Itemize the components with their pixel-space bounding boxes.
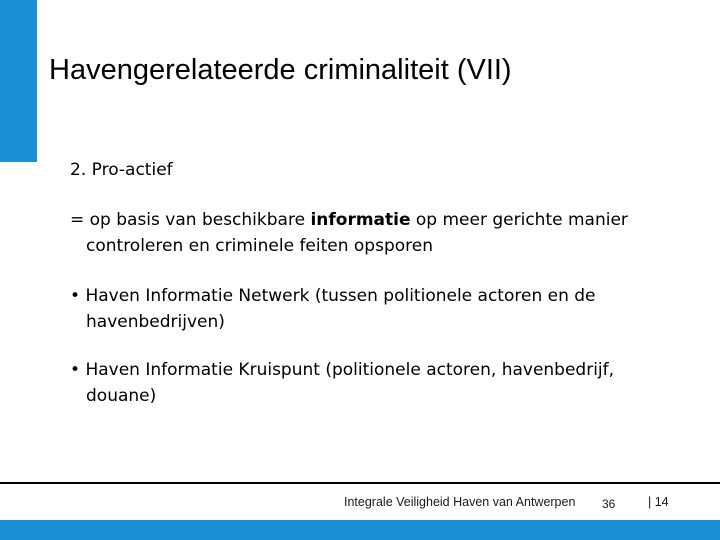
footer-page-number: | 14	[648, 495, 669, 509]
bottom-accent-bar	[0, 520, 720, 540]
bullet-text: Haven Informatie Kruispunt (politionele actoren, havenbedrijf, douane)	[85, 360, 615, 406]
accent-bar	[0, 0, 37, 162]
section-heading: 2. Pro-actief	[70, 160, 173, 180]
bullet-icon: •	[70, 286, 81, 306]
bullet-item	[70, 283, 676, 335]
definition-emphasis: informatie	[310, 210, 411, 230]
footer-slide-number: 36	[602, 497, 616, 511]
slide-title: Havengerelateerde criminaliteit (VII)	[49, 54, 512, 86]
footer-organization: Integrale Veiligheid Haven van Antwerpen	[344, 495, 576, 509]
bullet-icon: •	[70, 360, 81, 380]
definition-paragraph	[70, 207, 676, 259]
definition-prefix: = op basis van beschikbare	[70, 210, 311, 230]
bullet-item	[70, 357, 676, 409]
definition-suffix: op meer gerichte manier controleren en criminele feiten opsporen	[86, 210, 628, 256]
bullet-text: Haven Informatie Netwerk (tussen politionele actoren en de havenbedrijven)	[85, 286, 596, 332]
footer-divider	[0, 482, 720, 484]
